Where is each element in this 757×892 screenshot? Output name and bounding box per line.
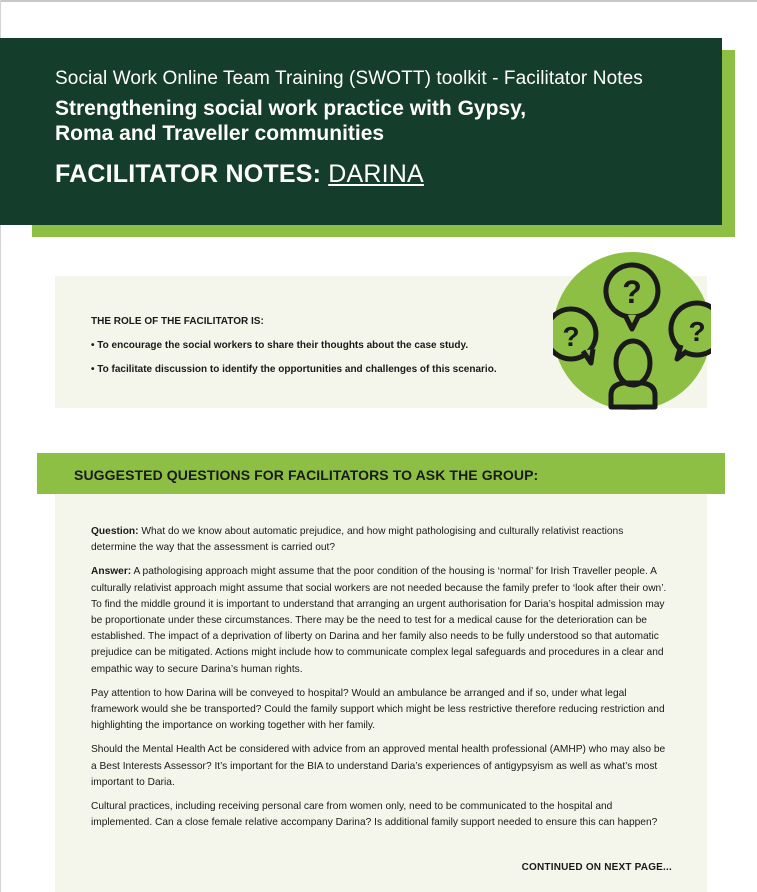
header-kicker: Social Work Online Team Training (SWOTT) toolkit - Facilitator Notes (55, 68, 643, 89)
questions-content-box (55, 494, 707, 892)
answer-text: A pathologising approach might assume that the poor condition of the housing is ‘normal’ for Irish Traveller people. A culturally relativist approach might assume that social workers are not needed because the family prefer to ‘look after their own’. To find the middle ground it is important to understand that arranging an urgent authorisation for Daria’s hospital admission may be proportionate under these circumstances. There may be the need to test for a medical cause for the deterioration can be established. The impact of a deprivation of liberty on Darina and her family also needs to be fully understood so that automatic prejudice can be mitigated. Actions might include how to communicate complex legal safeguards and procedures in a clear and empathic way to secure Darina’s human rights. (91, 566, 667, 675)
svg-text:?: ? (622, 274, 642, 310)
answer-paragraph (91, 564, 671, 677)
question-label: Question: (91, 526, 139, 537)
suggested-questions-banner (37, 453, 725, 494)
answer-label: Answer: (91, 566, 132, 578)
page-top-border (0, 0, 757, 2)
role-heading: THE ROLE OF THE FACILITATOR IS: (91, 316, 264, 327)
svg-text:?: ? (562, 321, 580, 352)
case-name: DARINA (328, 160, 424, 188)
body-paragraph: Should the Mental Health Act be considered with advice from an approved mental health professional (AMHP) who may also be a Best Interests Assessor? It’s important for the BIA to understand Daria’s experiences of antigypsyism as well as what’s most important to Daria. (91, 744, 666, 788)
question-paragraph (91, 524, 671, 556)
facilitator-notes-prefix: FACILITATOR NOTES: (55, 160, 329, 188)
facilitator-notes-title (55, 160, 722, 189)
svg-text:?: ? (688, 316, 706, 347)
page-title: Strengthening social work practice with Gypsy, Roma and Traveller communities (55, 97, 527, 145)
continued-note: CONTINUED ON NEXT PAGE... (521, 862, 672, 873)
people-with-question-bubbles-icon (553, 245, 711, 413)
body-paragraph: Cultural practices, including receiving personal care from women only, need to be communicated to the hospital and implemented. Can a close female relative accompany Darina? Is additional family support needed to ensure this can happen? (91, 801, 658, 829)
question-text: What do we know about automatic prejudice, and how might pathologising and culturally relativist reactions determine the way that the assessment is carried out? (91, 526, 624, 554)
body-paragraph: Pay attention to how Darina will be conveyed to hospital? Would an ambulance be arranged and if so, under what legal framework would she be transported? Could the family support which might be less restrictive therefore reducing restriction and highlighting the importance on working together with her family. (91, 687, 665, 732)
page-header (0, 38, 722, 225)
banner-heading: SUGGESTED QUESTIONS FOR FACILITATORS TO ASK THE GROUP: (74, 467, 539, 483)
role-bullet: • To encourage the social workers to share their thoughts about the case study. (91, 340, 469, 351)
role-bullet: • To facilitate discussion to identify the opportunities and challenges of this scenario. (91, 364, 497, 375)
